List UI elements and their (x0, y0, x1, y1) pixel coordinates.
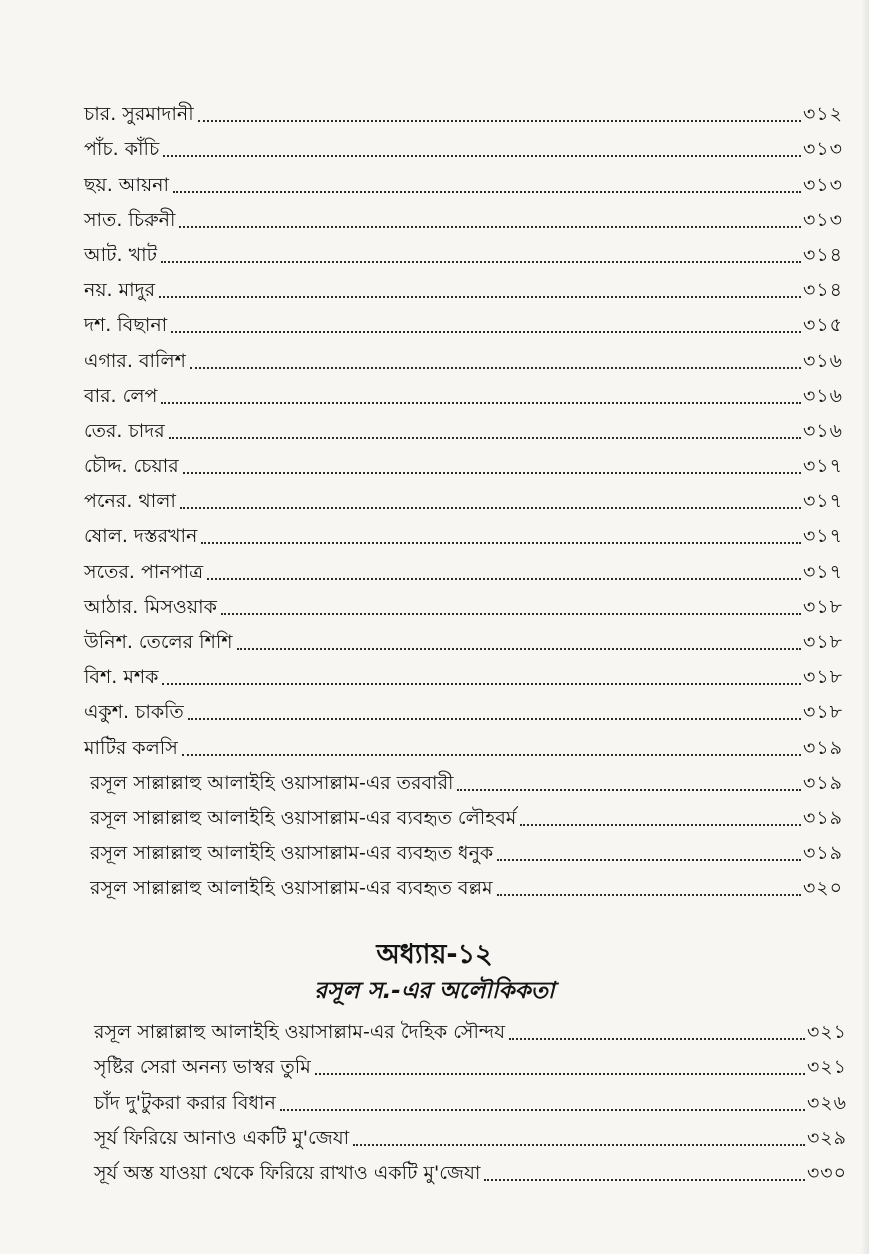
dot-leader (484, 1179, 805, 1181)
dot-leader (169, 437, 801, 439)
toc-entry-page: ৩১৭ (802, 490, 843, 513)
toc-entry-page: ৩২৬ (806, 1091, 847, 1114)
dot-leader (509, 1038, 805, 1040)
dot-leader (159, 296, 801, 298)
toc-entry-title: নয়. মাদুর (84, 279, 156, 302)
toc-entry-title: চাঁদ দু'টুকরা করার বিধান (94, 1091, 276, 1114)
dot-leader (280, 1109, 805, 1111)
dot-leader (161, 402, 801, 404)
dot-leader (173, 191, 801, 193)
toc-entry-page: ৩১৯ (802, 842, 843, 865)
toc-entry-title: রসূল সাল্লাল্লাহু আলাইহি ওয়াসাল্লাম-এর ব্যবহৃত লৌহবর্ম (90, 806, 517, 829)
toc-entry-title: রসূল সাল্লাল্লাহু আলাইহি ওয়াসাল্লাম-এর তরবারী (90, 771, 454, 794)
toc-entry-page: ৩১৯ (802, 771, 843, 794)
toc-entry-page: ৩১৯ (802, 806, 843, 829)
toc-entry-page: ৩১৪ (802, 279, 843, 302)
toc-entry (0, 518, 869, 553)
dot-leader (182, 754, 801, 756)
dot-leader (188, 718, 801, 720)
toc-entry-title: সাত. চিরুনী (84, 208, 176, 231)
toc-entry-title: সূর্য অস্ত যাওয়া থেকে ফিরিয়ে রাখাও একটি মু'জেযা (94, 1161, 481, 1184)
toc-entry-page: ৩১৩ (802, 138, 843, 161)
toc-entry (0, 694, 869, 729)
toc-entry (0, 729, 869, 764)
toc-entry-page: ৩১৫ (802, 314, 843, 337)
toc-entry (0, 131, 869, 166)
toc-entry-page: ৩১৩ (802, 173, 843, 196)
toc-entry-page: ৩২১ (806, 1056, 847, 1079)
toc-entry-title: মাটির কলসি (84, 736, 178, 759)
toc-entry-title: পনের. থালা (84, 490, 176, 513)
toc-entry-page: ৩১৭ (802, 525, 843, 548)
toc-entry (0, 800, 869, 835)
toc-entry (0, 1120, 869, 1155)
toc-entry-page: ৩১৮ (802, 595, 843, 618)
dot-leader (207, 578, 801, 580)
toc-entry-title: রসূল সাল্লাল্লাহু আলাইহি ওয়াসাল্লাম-এর ব্যবহৃত বল্লম (90, 877, 493, 900)
toc-entry-page: ৩১৭ (802, 455, 843, 478)
dot-leader (221, 613, 801, 615)
toc-entry (0, 483, 869, 518)
toc-entry-page: ৩২১ (806, 1021, 847, 1044)
dot-leader (183, 472, 801, 474)
dot-leader (161, 261, 801, 263)
section-items-list (0, 96, 869, 905)
toc-entry (0, 1014, 869, 1049)
toc-entry-title: ষোল. দস্তরখান (84, 525, 198, 548)
toc-entry (0, 1084, 869, 1119)
dot-leader (520, 824, 801, 826)
toc-entry (0, 589, 869, 624)
toc-entry (0, 96, 869, 131)
toc-entry-title: উনিশ. তেলের শিশি (84, 631, 233, 653)
toc-entry (0, 202, 869, 237)
toc-entry-title: সূর্য ফিরিয়ে আনাও একটি মু'জেযা (94, 1126, 350, 1149)
toc-entry-page: ৩৩০ (806, 1161, 847, 1184)
toc-entry-page: ৩১৩ (802, 208, 843, 231)
toc-entry-page: ৩১৬ (802, 384, 843, 407)
toc-entry-title: পাঁচ. কাঁচি (84, 138, 160, 161)
toc-entry (0, 342, 869, 377)
toc-entry (0, 413, 869, 448)
toc-entry-title: আঠার. মিসওয়াক (84, 595, 217, 618)
toc-entry (0, 765, 869, 800)
toc-entry-page: ৩১৭ (802, 560, 843, 583)
dot-leader (180, 507, 801, 509)
toc-entry (0, 1155, 869, 1190)
toc-entry-title: চৌদ্দ. চেয়ার (84, 455, 179, 478)
toc-entry-title: দশ. বিছানা (84, 314, 168, 337)
toc-entry-title: রসূল সাল্লাল্লাহু আলাইহি ওয়াসাল্লাম-এর দৈহিক সৌন্দয (94, 1021, 506, 1044)
toc-entry (0, 659, 869, 694)
toc-entry (0, 272, 869, 307)
toc-entry-title: বার. লেপ (84, 384, 158, 407)
dot-leader (353, 1144, 805, 1146)
toc-entry (0, 1049, 869, 1084)
dot-leader (163, 155, 801, 157)
toc-entry-title: বিশ. মশক (84, 666, 159, 689)
toc-entry (0, 835, 869, 870)
toc-entry-page: ৩১৬ (802, 349, 843, 372)
chapter-items-list (0, 1014, 869, 1190)
toc-entry-title: ছয়. আয়না (84, 173, 169, 196)
dot-leader (190, 367, 801, 369)
dot-leader (198, 120, 801, 122)
toc-entry-page: ৩২৯ (806, 1126, 847, 1149)
dot-leader (237, 648, 801, 650)
chapter-subtitle: রসূল স.-এর অলৌকিকতা (314, 978, 555, 1004)
toc-entry-page: ৩১৮ (802, 701, 843, 724)
toc-entry (0, 448, 869, 483)
page-edge-shadow (861, 0, 869, 1254)
dot-leader (497, 859, 801, 861)
toc-entry (0, 378, 869, 413)
toc-entry (0, 624, 869, 659)
toc-entry-title: রসূল সাল্লাল্লাহু আলাইহি ওয়াসাল্লাম-এর ব্যবহৃত ধনুক (90, 842, 494, 865)
dot-leader (497, 894, 801, 896)
dot-leader (457, 789, 801, 791)
dot-leader (179, 226, 801, 228)
toc-entry-title: একুশ. চাকতি (84, 701, 184, 724)
dot-leader (201, 542, 801, 544)
toc-entry-title: তের. চাদর (84, 419, 165, 442)
toc-entry-page: ৩১৪ (802, 243, 843, 266)
dot-leader (162, 683, 801, 685)
toc-entry-page: ৩২০ (802, 877, 843, 900)
toc-entry-page: ৩১৮ (802, 631, 843, 653)
toc-entry-title: সতের. পানপাত্র (84, 560, 204, 583)
toc-entry-page: ৩১৯ (802, 736, 843, 759)
toc-entry-title: আট. খাট (84, 243, 157, 266)
toc-entry-page: ৩১৬ (802, 419, 843, 442)
toc-entry-title: এগার. বালিশ (84, 349, 186, 372)
toc-entry-title: সৃষ্টির সেরা অনন্য ভাস্বর তুমি (94, 1056, 311, 1079)
dot-leader (171, 331, 801, 333)
toc-entry (0, 553, 869, 588)
toc-entry-page: ৩১২ (802, 103, 843, 126)
chapter-heading: অধ্যায়-১২ (376, 939, 493, 970)
dot-leader (315, 1073, 805, 1075)
toc-entry (0, 237, 869, 272)
toc-entry-title: চার. সুরমাদানী (84, 103, 194, 126)
toc-entry (0, 166, 869, 201)
toc-entry-page: ৩১৮ (802, 666, 843, 689)
toc-entry (0, 870, 869, 905)
toc-entry (0, 307, 869, 342)
